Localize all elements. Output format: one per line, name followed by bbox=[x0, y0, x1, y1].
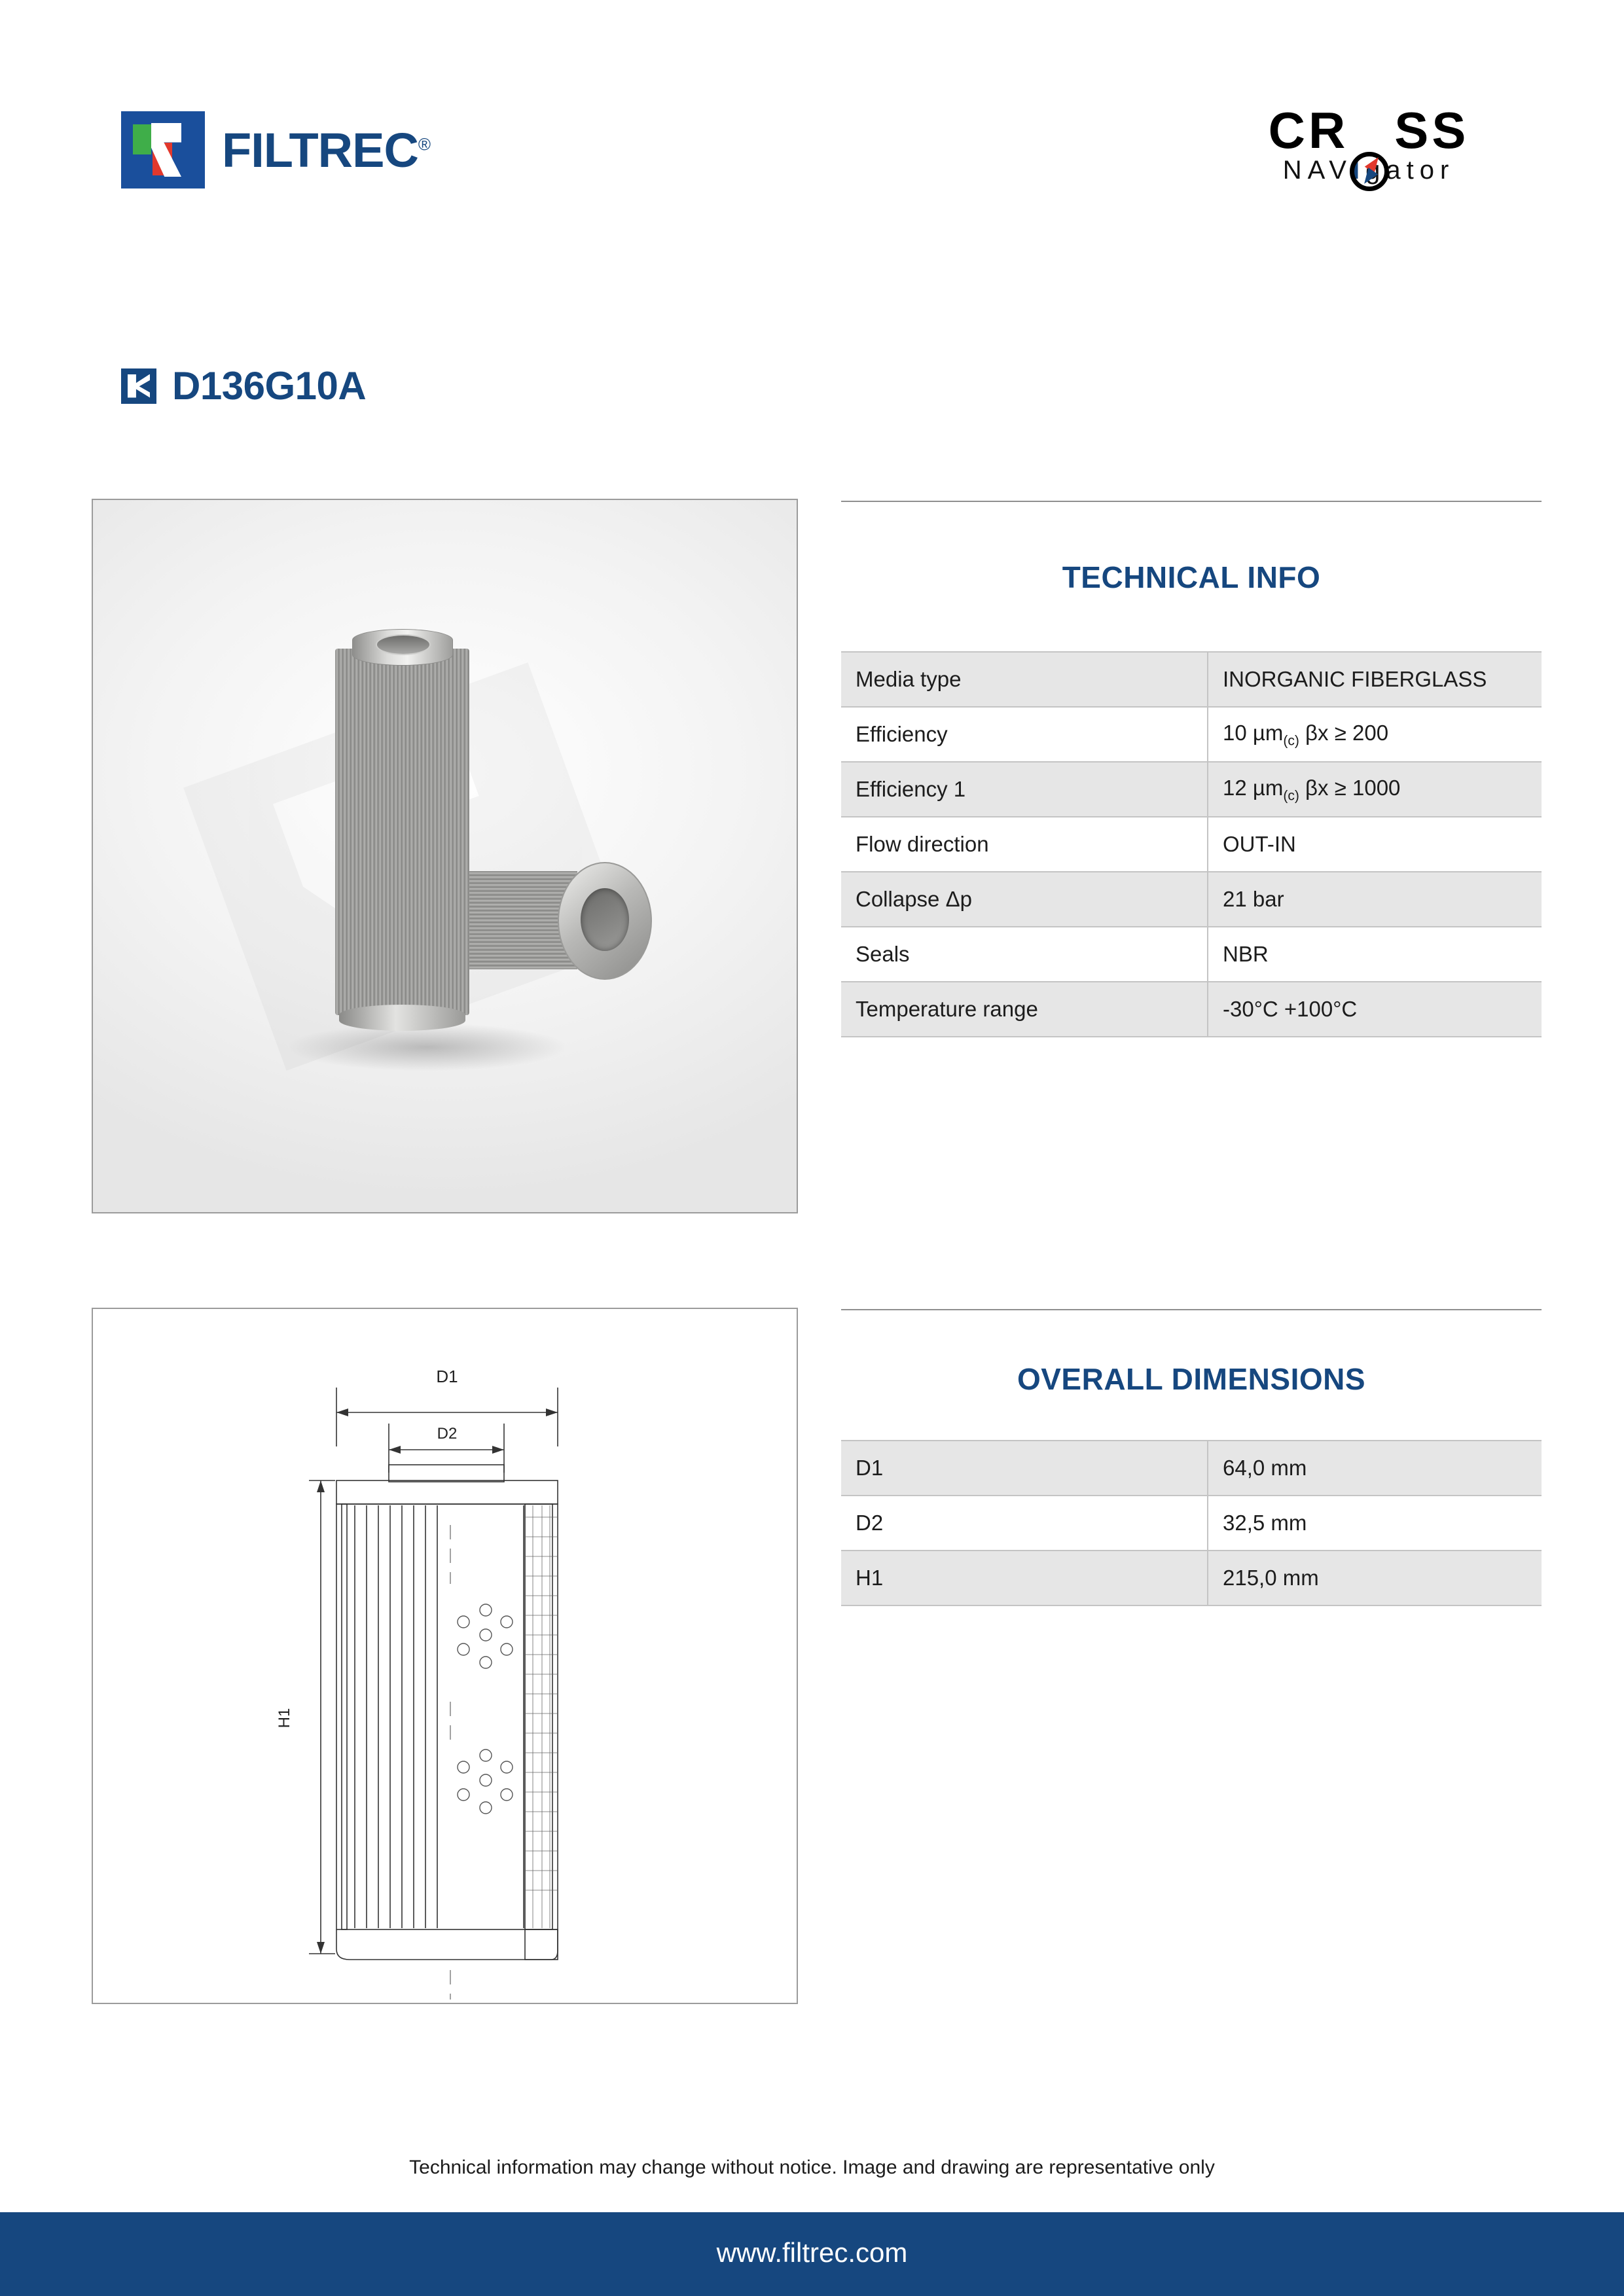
navigator-text-i: I bbox=[1352, 156, 1366, 185]
page-header bbox=[0, 98, 1624, 223]
row-key: Efficiency bbox=[841, 707, 1208, 762]
drawing-label-d1: D1 bbox=[436, 1367, 458, 1386]
row-value: 215,0 mm bbox=[1208, 1551, 1542, 1605]
navigator-text-pre: NAV bbox=[1282, 156, 1352, 185]
table-row bbox=[841, 1496, 1542, 1551]
cross-navigator-logo bbox=[1231, 101, 1506, 185]
filter-cartridge-lying bbox=[446, 857, 649, 981]
cross-text-right: SS bbox=[1394, 101, 1470, 159]
cross-text-left: CR bbox=[1268, 101, 1349, 159]
cross-navigator-cross-text bbox=[1231, 101, 1506, 159]
row-key: D1 bbox=[841, 1441, 1208, 1496]
table-row bbox=[841, 872, 1542, 927]
row-key: Collapse Δp bbox=[841, 872, 1208, 927]
footer-url[interactable]: www.filtrec.com bbox=[716, 2237, 908, 2268]
brand-name-text: FILTREC bbox=[222, 122, 418, 177]
drawing-label-h1: H1 bbox=[276, 1708, 293, 1729]
navigator-text-post: gator bbox=[1365, 156, 1455, 185]
row-value-sub: (c) bbox=[1283, 788, 1299, 804]
row-value-pre: 10 µm bbox=[1223, 720, 1284, 745]
filter-cartridge-standing bbox=[335, 615, 469, 1047]
table-row bbox=[841, 1441, 1542, 1496]
row-key: Flow direction bbox=[841, 817, 1208, 872]
drawing-label-d2: D2 bbox=[437, 1425, 458, 1443]
row-key: H1 bbox=[841, 1551, 1208, 1605]
overall-dimensions-table bbox=[841, 1440, 1542, 1606]
row-value bbox=[1208, 707, 1542, 762]
product-photo bbox=[92, 499, 798, 1213]
footer-note: Technical information may change without notice. Image and drawing are representative only bbox=[409, 2157, 1215, 2178]
filtrec-f-logo-icon bbox=[121, 111, 205, 188]
row-key: D2 bbox=[841, 1496, 1208, 1551]
brand-logo bbox=[121, 111, 430, 188]
row-value: 21 bar bbox=[1208, 872, 1542, 927]
brand-name bbox=[222, 122, 430, 178]
row-key: Seals bbox=[841, 927, 1208, 982]
table-row bbox=[841, 652, 1542, 707]
overall-dimensions-divider bbox=[841, 1309, 1542, 1310]
row-value: NBR bbox=[1208, 927, 1542, 982]
product-photo-background bbox=[93, 500, 797, 1212]
row-key: Media type bbox=[841, 652, 1208, 707]
technical-info-heading: TECHNICAL INFO bbox=[1062, 560, 1321, 594]
table-row bbox=[841, 1551, 1542, 1605]
technical-drawing bbox=[92, 1308, 798, 2004]
page-title-text: D136G10A bbox=[172, 364, 367, 408]
row-value: -30°C +100°C bbox=[1208, 982, 1542, 1037]
technical-info-divider bbox=[841, 501, 1542, 502]
row-value-pre: 12 µm bbox=[1223, 775, 1284, 800]
table-row bbox=[841, 982, 1542, 1037]
row-value bbox=[1208, 762, 1542, 817]
row-value-post: βx ≥ 200 bbox=[1299, 720, 1389, 745]
technical-drawing-svg bbox=[93, 1309, 797, 2003]
row-value: 32,5 mm bbox=[1208, 1496, 1542, 1551]
footer-bar bbox=[0, 2212, 1624, 2296]
table-row bbox=[841, 927, 1542, 982]
page-title bbox=[121, 363, 366, 408]
overall-dimensions-heading: OVERALL DIMENSIONS bbox=[1017, 1362, 1366, 1396]
row-key: Efficiency 1 bbox=[841, 762, 1208, 817]
row-value: OUT-IN bbox=[1208, 817, 1542, 872]
row-key: Temperature range bbox=[841, 982, 1208, 1037]
row-value-sub: (c) bbox=[1283, 733, 1299, 749]
registered-mark: ® bbox=[418, 134, 431, 154]
table-row bbox=[841, 817, 1542, 872]
row-value-post: βx ≥ 1000 bbox=[1299, 775, 1401, 800]
filtrec-mark-icon bbox=[121, 368, 156, 404]
row-value: 64,0 mm bbox=[1208, 1441, 1542, 1496]
technical-info-table bbox=[841, 651, 1542, 1037]
table-row bbox=[841, 762, 1542, 817]
row-value: INORGANIC FIBERGLASS bbox=[1208, 652, 1542, 707]
table-row bbox=[841, 707, 1542, 762]
